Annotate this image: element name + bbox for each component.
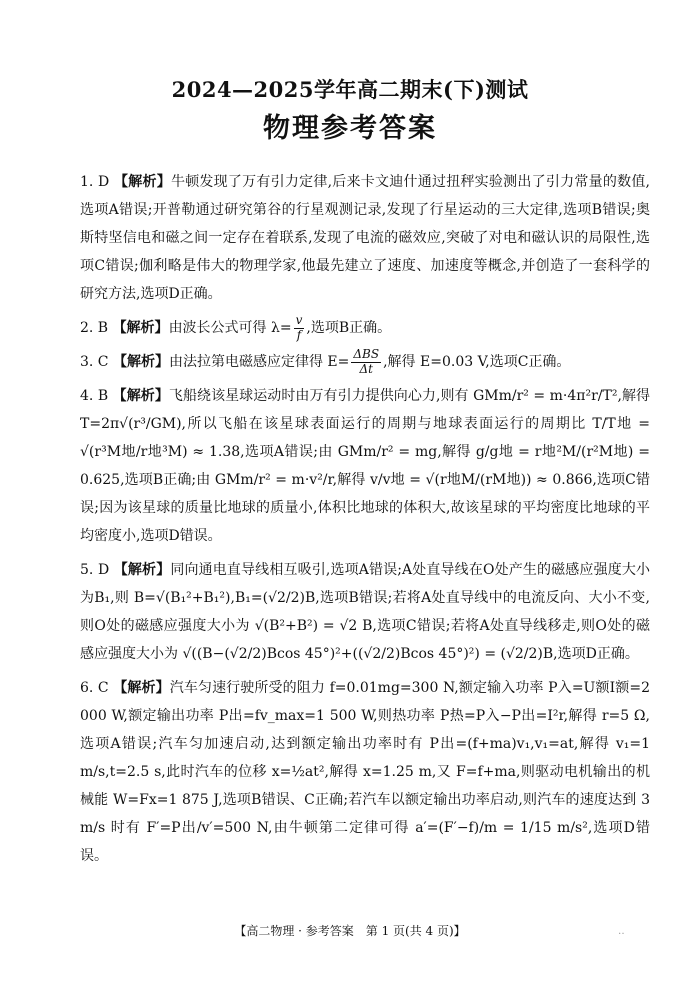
answer-number: 6. C <box>80 680 109 696</box>
answer-text: 同向通电直导线相互吸引,选项A错误;A处直导线在O处产生的磁感应强度大小为B₁,则 B=√(B₁²+B₁²),B₁=(√2/2)B,选项B错误;若将A处直导线中的电流反向、大小不变,则O处的磁感应强度大小为 √(B²+B²) = √2 B,选项C错误;若将A处直导线移走,则O处的磁感应强度大小为 √((B−(√2/2)Bcos 45°)²+((√2/2)Bcos 45°)²) = (√2/2)B,选项D正确。 <box>80 562 650 662</box>
page-footer: 【高二物理 · 参考答案 第 1 页(共 4 页)】 <box>234 924 466 938</box>
denominator: Δt <box>359 361 373 376</box>
numerator: v <box>295 313 303 328</box>
answer-text: 由波长公式可得 λ= <box>168 320 292 336</box>
answer-number: 3. C <box>80 354 109 370</box>
answer-text: 飞船绕该星球运动时由万有引力提供向心力,则有 GMm/r² = m·4π²r/T²,解得 T=2π√(r³/GM),所以飞船在该星球表面运行的周期与地球表面运行的周期比 T/T地 = √(r³M地/r地³M) ≈ 1.38,选项A错误;由 GMm/r² = mg,解得 g/g地 = r地²M/(r²M地) = 0.625,选项B正确;由 GMm/r² = m·v²/r,解得 v/v地 = √(r地M/(rM地)) ≈ 0.866,选项C错误;因为该星球的质量比地球的质量小,体积比地球的体积大,故该星球的平均密度比地球的平均密度小,选项D错误。 <box>80 388 651 544</box>
answer-item-5 <box>80 556 650 668</box>
answer-title: 物理参考答案 <box>263 113 437 144</box>
answer-number: 4. B <box>80 388 109 404</box>
answer-number: 5. D <box>80 562 110 578</box>
answer-item-3 <box>80 348 650 376</box>
answer-text: 汽车匀速行驶所受的阻力 f=0.01mg=300 N,额定输入功率 P入=U额I额=2 000 W,额定输出功率 P出=fv_max=1 500 W,则热功率 P热=P入−P出=I²r,解得 r=5 Ω,选项A错误;汽车匀加速启动,达到额定输出功率时有 P出=(f+ma)v₁,v₁=at,解得 v₁=1 m/s,t=2.5 s,此时汽车的位移 x=½at²,解得 x=1.25 m,又 F=f+ma,则驱动电机输出的机械能 W=Fx=1 875 J,选项B错误、C正确;若汽车以额定输出功率启动,则汽车的速度达到 3 m/s 时有 F′=P出/v′=500 N,由牛顿第二定律可得 a′=(F′−f)/m = 1/15 m/s²,选项D错误。 <box>80 680 650 864</box>
fraction <box>351 348 381 375</box>
analysis-tag: 【解析】 <box>112 354 169 370</box>
answer-text: 牛顿发现了万有引力定律,后来卡文迪什通过扭秤实验测出了引力常量的数值,选项A错误;开普勒通过研究第谷的行星观测记录,发现了行星运动的三大定律,选项B错误;奥斯特坚信电和磁之间一定存在着联系,发现了电流的磁效应,突破了对电和磁认识的局限性,选项C错误;伽利略是伟大的物理学家,他最先建立了速度、加速度等概念,并创造了一套科学的研究方法,选项D正确。 <box>80 174 651 302</box>
answer-item-2 <box>80 314 650 342</box>
analysis-tag: 【解析】 <box>113 174 171 190</box>
answer-number: 1. D <box>80 174 110 190</box>
analysis-tag: 【解析】 <box>112 320 169 336</box>
fraction <box>294 314 305 341</box>
answer-number: 2. B <box>80 320 109 336</box>
analysis-tag: 【解析】 <box>113 562 171 578</box>
analysis-tag: 【解析】 <box>113 680 170 696</box>
answer-text: ,解得 E=0.03 V,选项C正确。 <box>383 354 571 370</box>
answer-item-1 <box>80 168 650 308</box>
numerator: ΔBS <box>353 347 380 362</box>
exam-title: 2024—2025学年高二期末(下)测试 <box>171 77 529 102</box>
answer-list <box>80 168 650 876</box>
answer-text: ,选项B正确。 <box>306 320 392 336</box>
answer-text: 由法拉第电磁感应定律得 E= <box>168 354 350 370</box>
corner-mark: ‥ <box>618 926 625 937</box>
denominator: f <box>296 327 302 342</box>
answer-item-4 <box>80 382 650 550</box>
answer-item-6 <box>80 674 650 870</box>
analysis-tag: 【解析】 <box>112 388 169 404</box>
